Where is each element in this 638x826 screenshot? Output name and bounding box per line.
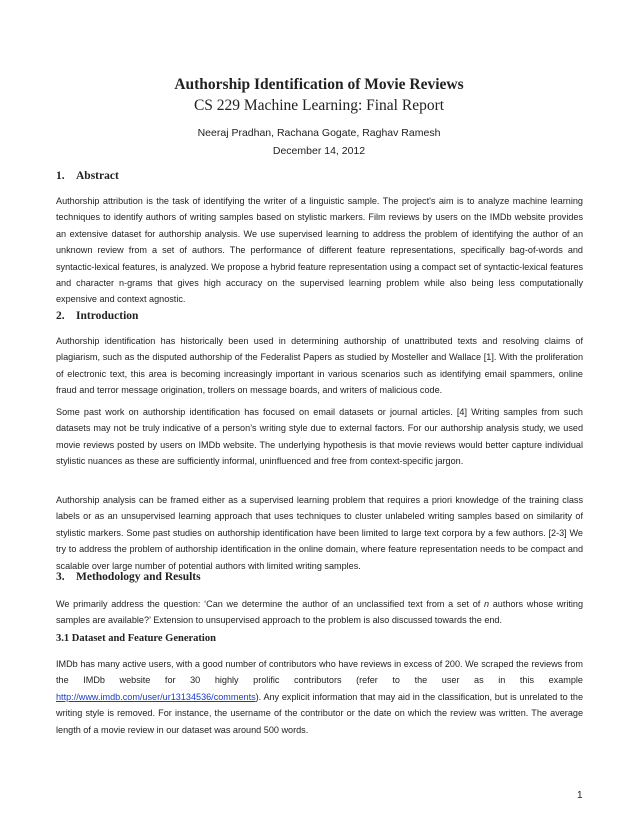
intro-paragraph-1: Authorship identification has historically been used in determining authorship of unattributed texts and resolving claims of plagiarism, such as the disputed authorship of the Federalist Papers as studied by Mosteller and Wallace [1]. With the proliferation of electronic text, this area is becoming increasingly important in various scenarios such as identifying email spammers, online fraud and terror message origination, trollers on message boards, and writers of malicious code.: [56, 336, 583, 396]
paper-title: Authorship Identification of Movie Reviews: [174, 76, 464, 93]
paper-subtitle: CS 229 Machine Learning: Final Report: [193, 97, 445, 114]
section-heading-abstract: [56, 170, 119, 182]
section-title: Abstract: [76, 170, 119, 182]
abstract-paragraph: Authorship attribution is the task of identifying the writer of a linguistic sample. The project's aim is to analyze machine learning techniques to identify authors of writing samples based on stylistic markers. Film reviews by users on the IMDb website provides an extensive dataset for authorship analysis. We use supervised learning to address the problem of identifying the author of an unknown review from a set of authors. The performance of different feature representations, specifically bag-of-words and syntactic-lexical features, is analyzed. We propose a hybrid feature representation using a compact set of syntactic-lexical features and character n-grams that gives high accuracy on the supervised learning problem while also being less computationally expensive and context agnostic.: [56, 196, 583, 305]
section-heading-introduction: [56, 310, 138, 322]
intro-paragraph-2: Some past work on authorship identification has focused on email datasets or journal articles. [4] Writing samples from such datasets may not be truly indicative of a person’s writing style due to external factors. For our authorship analysis study, we used movie reviews posted by users on IMDb website. The underlying hypothesis is that movie reviews would better capture individual stylistic nuances as these are sufficiently informal, uninfluenced and free from context-specific jargon.: [56, 407, 583, 467]
section-heading-methodology: [56, 571, 201, 583]
paper-authors: Neeraj Pradhan, Rachana Gogate, Raghav Ramesh: [197, 127, 441, 139]
dataset-paragraph: [56, 656, 583, 738]
text-segment: IMDb has many active users, with a good number of contributors who have reviews in excess of 200. We scraped the reviews from the IMDb website for 30 highly prolific contributors (refer to the user as in this example: [56, 659, 583, 686]
imdb-comments-link[interactable]: http://www.imdb.com/user/ur13134536/comments: [56, 691, 256, 702]
section-number: 2.: [56, 310, 65, 322]
section-number: 1.: [56, 170, 65, 182]
paper-date: December 14, 2012: [272, 145, 366, 157]
text-segment: We primarily address the question: ‘Can we determine the author of an unclassified text from a set of: [56, 599, 484, 609]
section-number: 3.: [56, 571, 65, 583]
section-title: Methodology and Results: [76, 571, 201, 583]
text-segment: ). Any explicit information that may aid in the classification, but is unrelated to the writing style is removed. For instance, the username of the contributor or the date on which the review was written. The average length of a movie review in our dataset was around 500 words.: [56, 691, 583, 735]
page-number: 1: [577, 790, 583, 801]
intro-paragraph-3: Authorship analysis can be framed either as a supervised learning problem that requires a priori knowledge of the training class labels or as an unsupervised learning approach that uses techniques to cluster unlabeled writing samples based on similarity of stylistic markers. Some past studies on authorship identification have been limited to large text corpora by a few authors. [2-3] We try to address the problem of authorship identification in the online domain, where feature representation needs to be compact and scalable over large number of potential authors with limited writing samples.: [56, 495, 583, 571]
methodology-paragraph-1: [56, 596, 583, 629]
italic-n: n: [484, 599, 490, 609]
text-segment: authors whose writing samples are available?’ Extension to unsupervised approach to the problem is also discussed towards the end.: [56, 599, 583, 626]
section-title: Introduction: [76, 310, 139, 322]
subsection-heading-dataset: 3.1 Dataset and Feature Generation: [56, 633, 216, 644]
